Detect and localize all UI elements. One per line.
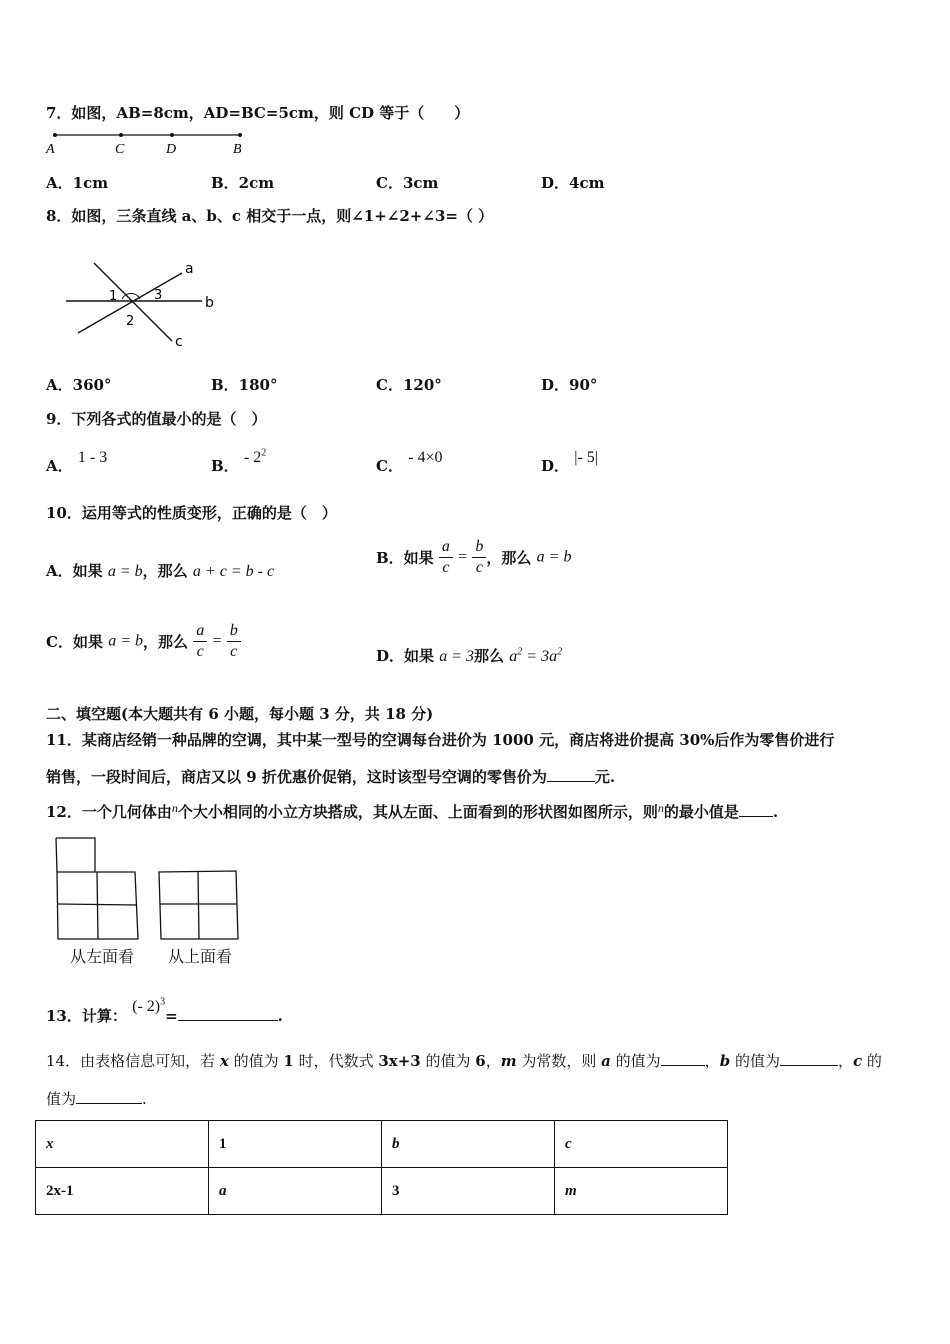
question-11-line-1: 11．某商店经销一种品牌的空调，其中某一型号的空调每台进价为 1000 元，商店将进价提高 30%后作为零售价进行 [46,731,835,749]
left-view-horizontal-divider [58,904,137,905]
q14-t12: 的值为 [610,1052,661,1070]
q7-option-d[interactable]: D．4cm [541,174,605,192]
q9-option-a[interactable] [46,449,108,476]
label-b: b [205,295,214,311]
point-b [238,133,242,137]
q14-t4: 时，代数式 [293,1052,379,1070]
angle-label-1: 1 [109,289,118,304]
q9-option-d-expr: |- 5| [574,449,598,466]
table-cell: 3 [382,1168,555,1215]
q10-b-fraction-2 [472,537,486,578]
q8-option-a[interactable]: A．360° [46,376,112,394]
q10-c-mid: ，那么 [142,633,188,651]
q14-t1: x [219,1052,229,1070]
table-cell: 1 [209,1121,382,1168]
q9-option-b-exponent: 2 [261,447,267,459]
q10-a-result: a + c = b - c [192,563,275,580]
q13-label: 13．计算： [46,1007,127,1025]
q9-option-c[interactable] [376,449,443,476]
q14-b-blank[interactable] [780,1065,838,1066]
q10-c-num2: b [227,621,241,642]
q11-answer-blank[interactable] [547,781,595,782]
q10-c-cond: a = b [108,632,143,650]
left-view-top-cell [56,838,95,872]
q10-option-b[interactable] [376,537,571,578]
q12-n-2: n [657,801,664,815]
point-label-c: C [115,142,125,157]
q12-n-1: n [171,801,178,815]
q8-option-c[interactable]: C．120° [376,376,442,394]
q9-option-a-expr: 1 - 3 [77,449,108,466]
q13-base: (- 2) [132,998,161,1015]
point-c [119,133,123,137]
question-14-line-1 [46,1050,882,1071]
table-row [36,1168,728,1215]
q9-option-b-base: - 2 [243,449,262,466]
info-table [35,1120,728,1215]
q10-d-mid: 那么 [474,647,505,665]
question-13-text [46,996,283,1026]
q14-t11: a [601,1052,611,1070]
q10-c-fraction-2 [227,621,241,662]
angle-label-3: 3 [154,288,163,303]
segment-figure [40,126,250,158]
q10-b-num2: b [472,537,486,558]
q10-b-mid: ，那么 [486,549,532,567]
question-7-text: 7．如图，AB=8cm，AD=BC=5cm，则 CD 等于（ ） [46,104,470,122]
table-row [36,1121,728,1168]
q13-answer-blank[interactable] [178,1020,278,1021]
q7-option-a[interactable]: A．1cm [46,174,109,192]
q14-t16: 的值为 [730,1052,780,1070]
table-cell: x [36,1121,209,1168]
q14-line-2-text: 值为 [46,1090,77,1108]
q10-d-result [509,648,562,665]
q10-option-d[interactable] [376,645,562,666]
q10-b-label: B．如果 [376,549,434,567]
q10-c-equals: = [212,632,222,650]
point-label-b: B [233,142,242,157]
q9-option-d-letter: D． [541,457,570,475]
q9-option-c-letter: C． [376,457,403,475]
q10-d-exp-1: 2 [517,646,523,658]
q14-t14: ， [704,1052,720,1070]
q9-option-d[interactable] [541,449,598,476]
q14-t10: 为常数，则 [516,1052,602,1070]
q13-expression [132,998,165,1015]
q10-b-equals: = [458,548,468,566]
q10-a-cond: a = b [107,563,143,580]
q14-end: . [142,1090,147,1108]
q14-t19: c [852,1052,863,1070]
q14-t15: b [719,1052,731,1070]
question-9-text: 9．下列各式的值最小的是（ ） [46,410,267,428]
question-11-line-2 [46,766,615,787]
q10-option-a[interactable] [46,560,274,581]
q14-a-blank[interactable] [661,1065,705,1066]
q10-a-mid: ，那么 [142,562,188,580]
q14-t0: 14．由表格信息可知，若 [46,1052,220,1070]
q12-end: . [772,803,779,821]
table-cell: 2x-1 [36,1168,209,1215]
q7-option-c[interactable]: C．3cm [376,174,439,192]
q14-t9: m [500,1052,517,1070]
q8-option-b[interactable]: B．180° [211,376,278,394]
q9-option-b-expr [244,449,266,466]
q9-option-b-letter: B． [211,457,239,475]
question-14-line-2 [46,1088,147,1109]
angle-label-2: 2 [126,314,135,329]
question-8-text: 8．如图，三条直线 a、b、c 相交于一点，则∠1+∠2+∠3=（ ） [46,207,494,225]
point-label-a: A [46,142,55,157]
table-cell: a [209,1168,382,1215]
q14-t18: ， [837,1052,853,1070]
q10-d-res-eq: = 3a [522,648,558,665]
point-label-d: D [166,142,177,157]
q10-b-num1: a [439,537,453,558]
q10-b-result: a = b [536,548,572,566]
q14-t20: 的 [862,1052,882,1070]
q14-t8: ， [485,1052,501,1070]
q10-a-label: A．如果 [46,562,103,580]
question-12-text [46,801,778,822]
q12-part-1: 12．一个几何体由 [46,803,172,821]
q10-c-den2: c [230,643,238,660]
table-cell: m [555,1168,728,1215]
q14-t3: 1 [283,1052,294,1070]
q9-option-b[interactable] [211,447,267,476]
q13-equals: = [165,1007,178,1025]
q10-b-den2: c [475,559,483,576]
q8-option-d[interactable]: D．90° [541,376,598,394]
q10-d-res-a: a [509,648,518,665]
q10-b-den1: c [442,559,450,576]
q14-t5: 3x+3 [378,1052,421,1070]
top-view-grid [159,871,238,939]
q10-b-fraction-1 [439,537,453,578]
q13-exponent: 3 [160,996,166,1008]
question-10-text: 10．运用等式的性质变形，正确的是（ ） [46,504,337,522]
q7-option-b[interactable]: B．2cm [211,174,275,192]
q11-line-2-text: 销售，一段时间后，商店又以 9 折优惠价促销，这时该型号空调的零售价为 [46,768,547,786]
q10-c-den1: c [196,643,204,660]
q14-t7: 6 [475,1052,486,1070]
q10-d-label: D．如果 [376,647,435,665]
q12-answer-blank[interactable] [739,816,773,817]
q10-c-num1: a [193,621,207,642]
q14-t2: 的值为 [228,1052,284,1070]
left-view-vertical-divider [97,872,98,939]
caption-top-view: 从上面看 [168,947,233,966]
table-cell: c [555,1121,728,1168]
q10-d-exp-2: 2 [557,646,563,658]
point-d [170,133,174,137]
q13-end: . [277,1007,283,1025]
left-view-grid [56,838,138,939]
q12-part-2: 个大小相同的小立方块搭成，其从左面、上面看到的形状图如图所示，则 [177,803,658,821]
q10-c-fraction-1 [193,621,207,662]
three-lines-figure [60,255,230,355]
q10-c-label: C．如果 [46,633,103,651]
point-a [53,133,57,137]
q11-unit: 元. [594,768,616,786]
label-a: a [185,261,194,277]
label-c: c [175,334,183,350]
caption-left-view: 从左面看 [70,947,135,966]
section-2-heading: 二、填空题(本大题共有 6 小题，每小题 3 分，共 18 分) [46,705,434,723]
q10-option-c[interactable] [46,621,241,662]
q14-c-blank[interactable] [76,1103,142,1104]
views-figure [50,835,250,940]
q10-d-cond: a = 3 [439,648,475,665]
top-view-vertical-divider [198,871,199,939]
table-cell: b [382,1121,555,1168]
q9-option-c-expr: - 4×0 [408,449,443,466]
q12-part-3: 的最小值是 [663,803,739,821]
q9-option-a-letter: A． [46,457,73,475]
q14-t6: 的值为 [420,1052,476,1070]
